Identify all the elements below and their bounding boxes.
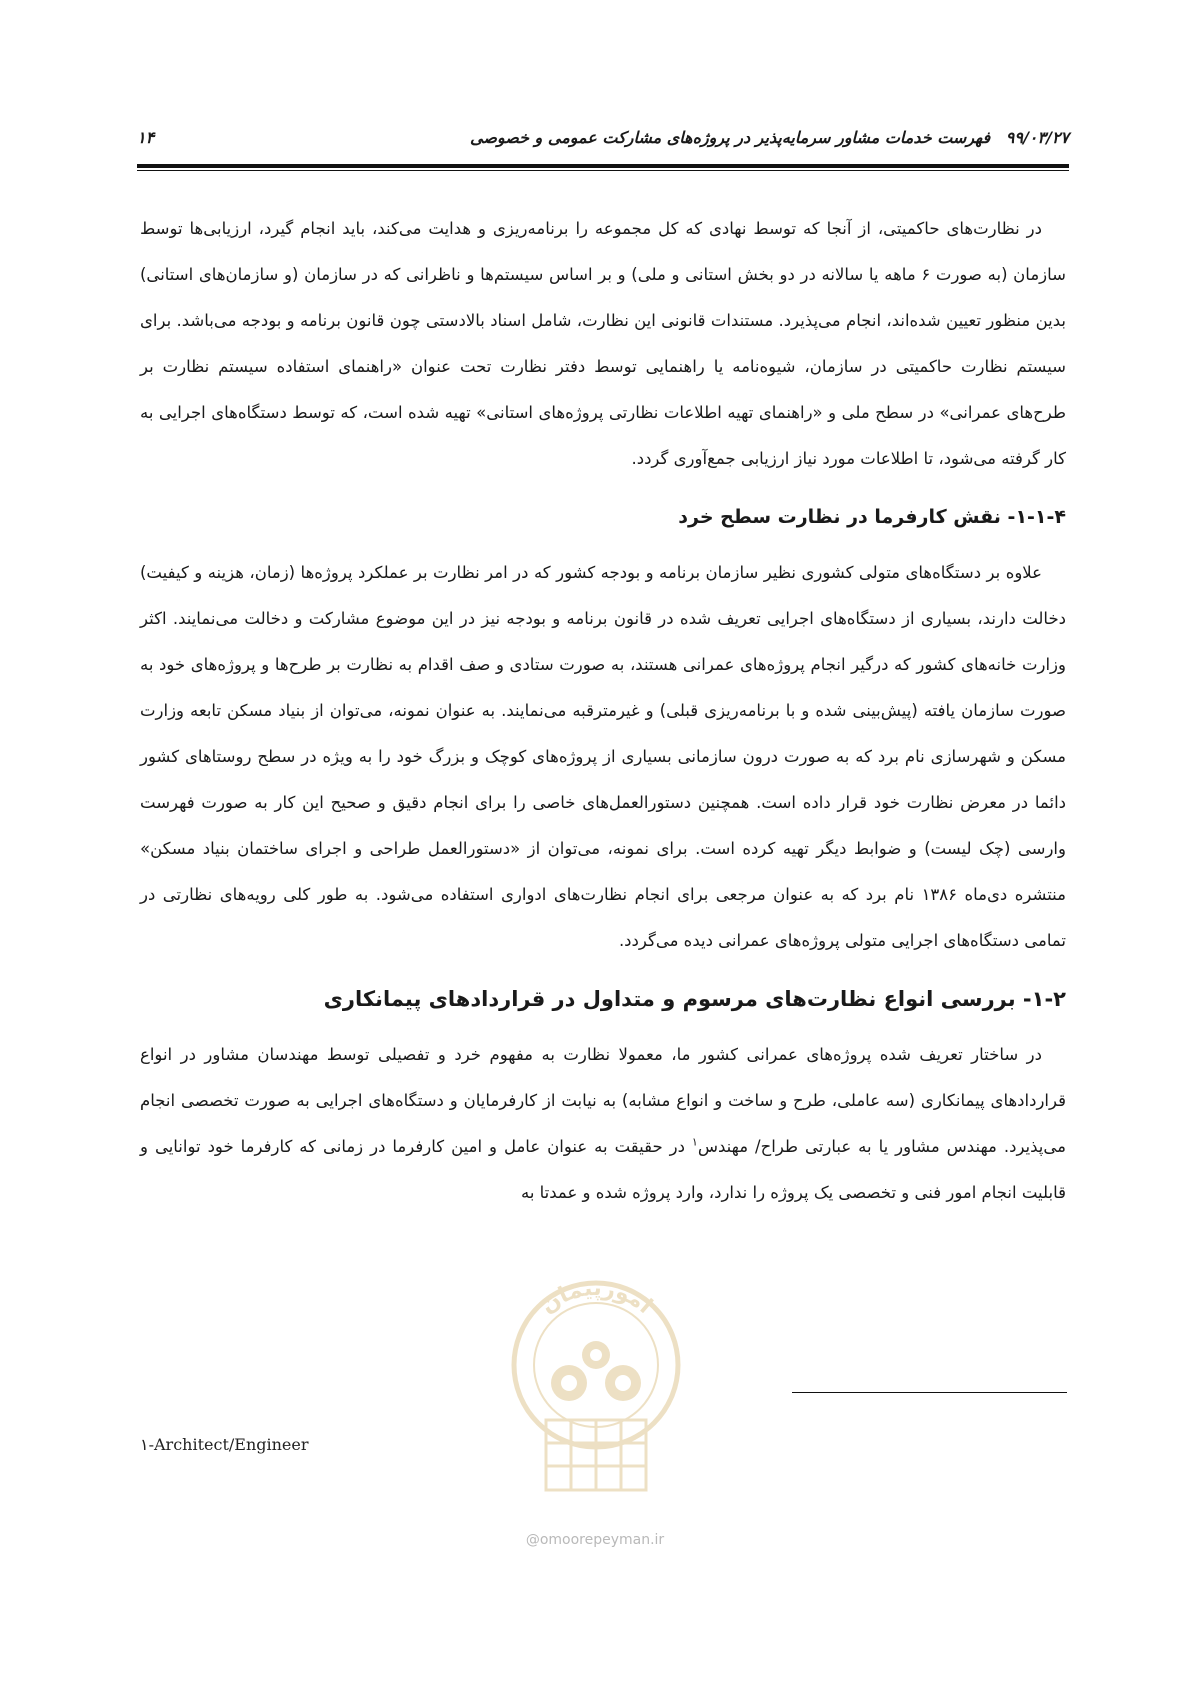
header-title-line bbox=[470, 128, 1069, 147]
header-title: فهرست خدمات مشاور سرمایه‌پذیر در پروژه‌های مشارکت عمومی و خصوصی bbox=[470, 128, 991, 147]
section-heading-employer-role: ۱-۱-۴- نقش کارفرما در نظارت سطح خرد bbox=[678, 506, 1066, 528]
paragraph-employer-role: علاوه بر دستگاه‌های متولی کشوری نظیر سازمان برنامه و بودجه کشور که در امر نظارت بر عملکرد پروژه‌ها (زمان، هزینه و کیفیت) دخالت دارند، بسیاری از دستگاه‌های اجرایی تعریف شده در قانون برنامه و بودجه نیز در این موضوع مشارکت و دخالت می‌نمایند. اکثر وزارت خانه‌های کشور که درگیر انجام پروژه‌های عمرانی هستند، به صورت ستادی و صف اقدام به نظارت بر طرح‌ها و پروژه‌های خود به صورت سازمان یافته (پیش‌بینی شده و با برنامه‌ریزی قبلی) و غیرمترقبه می‌نمایند. به عنوان نمونه، می‌توان از بنیاد مسکن تابعه وزارت مسکن و شهرسازی نام برد که به صورت درون سازمانی بسیاری از پروژه‌های کوچک و بزرگ خود را به ویژه در سطح روستاهای کشور دائما در معرض نظارت خود قرار داده است. همچنین دستورالعمل‌های خاصی را برای انجام دقیق و صحیح این کار به صورت فهرست وارسی (چک لیست) و ضوابط دیگر تهیه کرده است. برای نمونه، می‌توان از «دستورالعمل طراحی و اجرای ساختمان بنیاد مسکن» منتشره دی‌ماه ۱۳۸۶ نام برد که به عنوان مرجعی برای انجام نظارت‌های ادواری استفاده می‌شود. به طور کلی رویه‌های نظارتی در تمامی دستگاه‌های اجرایی متولی پروژه‌های عمرانی دیده می‌گردد. bbox=[140, 563, 1066, 950]
section-heading-supervision-types: ۱-۲- بررسی انواع نظارت‌های مرسوم و متداول در قراردادهای پیمانکاری bbox=[323, 987, 1066, 1011]
svg-text:امورپیمان bbox=[536, 1276, 657, 1319]
footnote: ۱-Architect/Engineer bbox=[140, 1435, 309, 1454]
footnote-rule bbox=[792, 1392, 1067, 1393]
watermark-logo-text: امورپیمان bbox=[536, 1275, 657, 1319]
paragraph-supervision-types bbox=[140, 1032, 1066, 1216]
watermark-logo bbox=[491, 1255, 701, 1515]
header-rule bbox=[137, 164, 1069, 168]
header-rule-thin bbox=[137, 170, 1069, 171]
page-number: ۱۴ bbox=[137, 128, 155, 147]
paragraph-governance-oversight: در نظارت‌های حاکمیتی، از آنجا که توسط نهادی که کل مجموعه را برنامه‌ریزی و هدایت می‌کند، باید انجام گیرد، ارزیابی‌ها توسط سازمان (به صورت ۶ ماهه یا سالانه در دو بخش استانی و ملی) و بر اساس سیستم‌ها و ناظرانی که در سازمان (و سازمان‌های استانی) بدین منظور تعیین شده‌اند، انجام می‌پذیرد. مستندات قانونی این نظارت، شامل اسناد بالادستی چون قانون برنامه و بودجه می‌باشد. برای سیستم نظارت حاکمیتی در سازمان، شیوه‌نامه یا راهنمایی توسط دفتر نظارت تحت عنوان «راهنمای استفاده سیستم نظارت بر طرح‌های عمرانی» در سطح ملی و «راهنمای تهیه اطلاعات نظارتی پروژه‌های استانی» تهیه شده است، که توسط دستگاه‌های اجرایی به کار گرفته می‌شود، تا اطلاعات مورد نیاز ارزیابی جمع‌آوری گردد. bbox=[140, 219, 1066, 468]
header-date: ۹۹/۰۳/۲۷ bbox=[1005, 128, 1069, 147]
watermark-url: @omoorepeyman.ir bbox=[525, 1532, 665, 1548]
paragraph-text: در ساختار تعریف شده پروژه‌های عمرانی کشور ما، معمولا نظارت به مفهوم خرد و تفصیلی توسط مهندسان مشاور در انواع قراردادهای پیمانکاری (سه عاملی، طرح و ساخت و انواع مشابه) به نیابت از کارفرمایان و دستگاه‌های اجرایی به صورت تخصصی انجام می‌پذیرد. مهندس مشاور یا به عبارتی طراح/ مهندس bbox=[140, 1045, 1066, 1156]
running-header bbox=[137, 126, 1069, 158]
body-content bbox=[140, 206, 1066, 1216]
footnote-reference[interactable]: ۱ bbox=[691, 1135, 698, 1149]
paragraph-text-continued: در حقیقت به عنوان عامل و امین کارفرما در زمانی که کارفرما خود توانایی و قابلیت انجام امور فنی و تخصصی یک پروژه را ندارد، وارد پروژه شده و عمدتا به bbox=[140, 1137, 1066, 1202]
